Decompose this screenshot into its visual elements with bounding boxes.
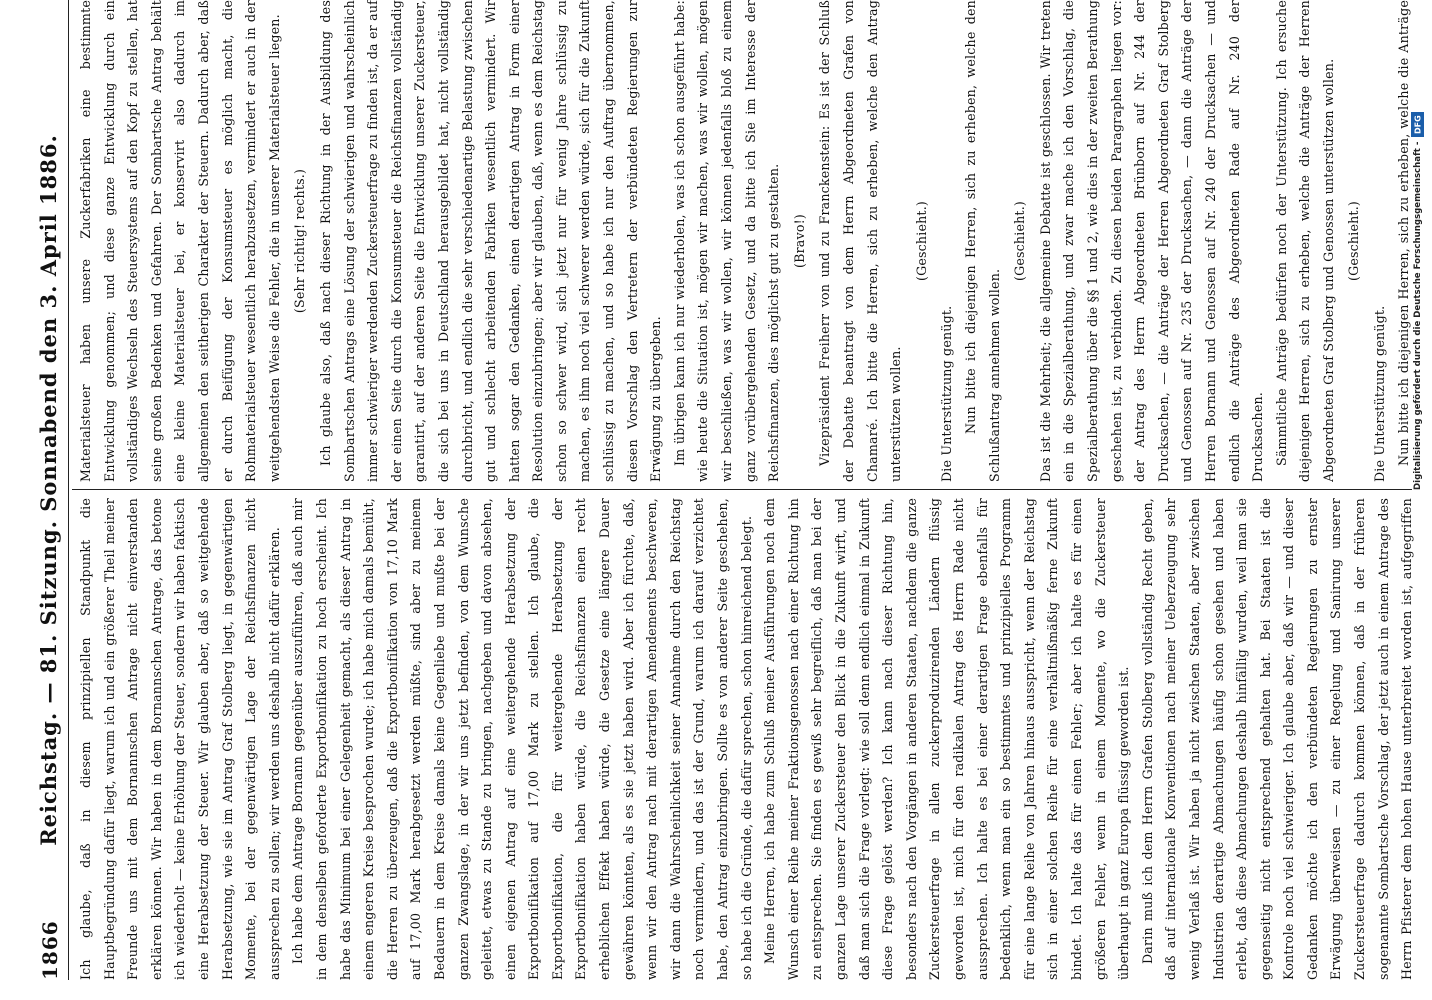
paragraph: Ich glaube also, daß nach dieser Richtung in der Ausbildung des Sombartschen Antrags eine Lösung der schwierigen und wahrscheinlich immer schwieriger werdenden Zuckersteuerfrage zu finden ist, da er auf der einen Seite durch die Konsumsteuer die Reichsfinanzen vollständig garantirt, auf der anderen Seite die Entwicklung unserer Zuckersteuer, die sich bei uns in Deutschland herausgebildet hat, nicht vollständig durchbricht, und endlich die sehr verschiedenartige Belastung zwischen gut und schlecht arbeitenden Fabriken wesentlich vermindert. Wir hatten sogar den Gedanken, einen derartigen Antrag in Form einer Resolution einzubringen; aber wir glauben, daß, wenn es dem Reichstag schon so schwer wird, sich jetzt nur für wenig Jahre schlüssig zu machen, es ihm noch viel schwerer werden würde, sich für die Zukunft schlüssig zu machen, und so habe ich nur den Auftrag übernommen, diesen Vorschlag den Vertretern der verbündeten Regierungen zur Erwägung zu übergeben. [317, 0, 664, 482]
document-page [28, 0, 1428, 980]
column-divider [72, 489, 1412, 490]
paragraph: Ich habe dem Antrage Bornann gegenüber auszuführen, daß auch mir in dem denselben geforderte Exportbonifikation zu hoch erscheint. Ich habe das Minimum bei einer Gelegenheit gemacht, als dieser Antrag in einem engeren Kreise besprochen wurde; ich habe mich damals bemüht, die Herren zu überzeugen, daß die Exportbonifikation von 17,10 Mark auf 17,00 Mark herabgesetzt werden müßte, sind aber zu meinem Bedauern in dem Kreise damals keine Gegenliebe und mußte bei der ganzen Zwangslage, in der wir uns jetzt befinden, von dem Wunsche geleitet, etwas zu Stande zu bringen, nachgeben und davon absehen, einen eigenen Antrag auf eine weitergehende Herabsetzung der Exportbonifikation auf 17,00 Mark zu stellen. Ich glaube, die Exportbonifikation, die für weitergehende Herabsetzung der Exportbonifikation haben würde, die Reichsfinanzen einen recht erheblichen Effekt haben würde, die Gesetze eine längere Dauer gewähren könnten, als es sie jetzt haben wird. Aber ich fürchte, daß, wenn wir den Antrag nach mit derartigen Amendements beschweren, wir dann die Wahrscheinlichkeit seiner Annahme durch den Reichstag noch vermindern, und das ist der Grund, warum ich darauf verzichtet habe, den Antrag einzubringen. Sollte es von anderer Seite geschehen, so habe ich die Gründe, die dafür sprechen, schon hinreichend belegt. [290, 498, 754, 980]
paragraph: Darin muß ich dem Herrn Grafen Stolberg vollständig Recht geben, daß auf internationale Konventionen nach meiner Ueberzeugung sehr wenig Verlaß ist. Wir haben ja nicht zwischen Staaten, aber zwischen Industrien derartige Abmachungen häufig schon gesehen und haben erlebt, daß diese Abmachungen deshalb hinfällig wurden, weil man sie gegenseitig nicht entsprechend gehalten hat. Bei Staaten ist die Kontrole noch viel schwieriger. Ich glaube aber, daß wir — und dieser Gedanken möchte ich den verbündeten Regierungen zu ernster Erwägung überweisen — zu einer Regelung und Sanirung unserer Zuckersteuerfrage dadurch kommen können, daß in der früheren sogenannte Sombartsche Vorschlag, der jetzt auch in einem Antrage des Herrn Pfisterer dem hohen Hause unterbreitet worden ist, aufgegriffen [1139, 498, 1414, 980]
paragraph: Im übrigen kann ich nur wiederholen, was ich schon ausgeführt habe: wie heute die Situation ist, mögen wir machen, was wir wollen, mögen wir beschließen, was wir wollen, wir können jedenfalls bloß zu einem ganz vorübergehenden Gesetz, und da bitte ich Sie im Interesse der Reichsfinanzen, dies möglichst gut zu gestalten. [671, 0, 782, 482]
left-column [74, 498, 1414, 980]
paragraph: Das ist die Mehrheit; die allgemeine Debatte ist geschlossen. Wir treten ein in die Spezialberathung, und zwar mache ich den Vorschlag, die Spezialberathung über die §§ 1 und 2, wie dies in der zweiten Berathung geschehen ist, zu verbinden. Zu diesen beiden Paragraphen liegen vor: der Antrag des Herrn Abgeordneten Brünborn auf Nr. 244 der Drucksachen, — die Anträge der Herren Abgeordneten Graf Stolberg und Genossen auf Nr. 235 der Drucksachen, — dann die Anträge der Herren Bornann und Genossen auf Nr. 240 der Drucksachen — und endlich die Anträge des Abgeordneten Rade auf Nr. 240 der Drucksachen. [1037, 0, 1266, 482]
interjection: (Geschieht.) [1012, 200, 1028, 282]
page-number: 1866 [38, 920, 62, 980]
interjection: (Geschieht.) [1346, 200, 1362, 282]
interjection: (Bravo!) [791, 214, 807, 268]
digitization-credit [1408, 10, 1428, 490]
credit-text: Digitalisierung gefördert durch die Deutsche Forschungsgemeinschaft - [1413, 141, 1423, 490]
paragraph: Nun bitte ich diejenigen Herren, sich zu erheben, welche den Schlußantrag annehmen wollen. [962, 0, 1002, 482]
dfg-logo: DFG [1412, 112, 1425, 137]
paragraph: Ich glaube, daß in diesem prinzipiellen Standpunkt die Hauptbegründung dafür liegt, warum ich und ein größerer Theil meiner Freunde uns mit dem Bornannschen Antrage nicht einverstanden erklären können. Wir haben in dem Bornannschen Antrage, das betone ich wiederholt — keine Erhöhung der Steuer, sondern wir haben faktisch eine Herabsetzung der Steuer. Wir glauben aber, daß so weitgehende Herabsetzung, wie sie im Antrag Graf Stolberg liegt, in gegenwärtigen Momente, bei der gegenwärtigen Lage der Reichsfinanzen nicht aussprechen zu sollen; wir werden uns deshalb nicht dafür erklären. [78, 498, 282, 980]
paragraph: Die Unterstützung genügt. [939, 305, 955, 482]
paragraph: Die Unterstützung genügt. [1372, 305, 1388, 482]
interjection: (Sehr richtig! rechts.) [292, 168, 308, 314]
page-header [28, 0, 69, 980]
paragraph: Sämmtliche Anträge bedürfen noch der Unterstützung. Ich ersuche diejenigen Herren, sich zu erheben, welche die Anträge der Herren Abgeordneten Graf Stolberg und Genossen unterstützen wollen. [1273, 0, 1336, 482]
page-title: Reichstag. — 81. Sitzung. Sonnabend den 3. April 1886. [36, 134, 61, 846]
paragraph: Nun bitte ich diejenigen Herren, sich zu erheben, welche die Anträge [1395, 0, 1411, 466]
interjection: (Geschieht.) [913, 200, 929, 282]
paragraph: Vizepräsident Freiherr von und zu Franckenstein: Es ist der Schluß der Debatte beantragt von dem Herrn Abgeordneten Grafen von Chamaré. Ich bitte die Herren, sich zu erheben, welche den Antrag unterstützen wollen. [817, 0, 904, 482]
paragraph: Materialsteuer haben unsere Zuckerfabriken eine bestimmte Entwicklung genommen; und diese ganze Entwicklung durch ein vollständiges Wechseln des Steuersystems auf den Kopf zu stellen, hat seine großen Bedenken und Gefahren. Der Sombartsche Antrag behält eine kleine Materialsteuer bei, er konservirt also dadurch im allgemeinen den seitherigen Charakter der Steuern. Dadurch aber, daß er durch Beifügung der Konsumsteuer es möglich macht, die Rohmaterialsteuer wesentlich herabzusetzen, vermindert er auch in der weitgehendsten Weise die Fehler, die in unserer Materialsteuer liegen. [78, 0, 282, 482]
paragraph: Meine Herren, ich habe zum Schluß meiner Ausführungen noch dem Wunsch einer Reihe meiner Fraktionsgenossen nach einer Richtung hin zu entsprechen. Sie finden es gewiß sehr begreiflich, daß man bei der ganzen Lage unserer Zuckersteuer den Blick in die Zukunft wirft, und daß man sich die Frage vorlegt: wie soll denn endlich einmal in Zukunft diese Frage gelöst werden? Ich kann nach dieser Richtung hin, besonders nach den Vorgängen in anderen Staaten, nachdem die ganze Zuckersteuerfrage in allen zuckerproduzirenden Ländern flüssig geworden ist, mich für den radikalen Antrag des Herrn Rade nicht aussprechen. Ich halte es bei einer derartigen Frage ebenfalls für bedenklich, wenn man ein so bestimmtes und prinzipielles Programm für eine lange Reihe von Jahren hinaus ausspricht, wenn der Reichstag sich in einer solchen Reihe für eine verhältnißmäßig ferne Zukunft bindet. Ich halte das für einen Fehler; aber ich halte es für einen größeren Fehler, wenn in einem Momente, wo die Zuckersteuer überhaupt in ganz Europa flüssig geworden ist. [762, 498, 1132, 980]
right-column [74, 0, 1414, 482]
